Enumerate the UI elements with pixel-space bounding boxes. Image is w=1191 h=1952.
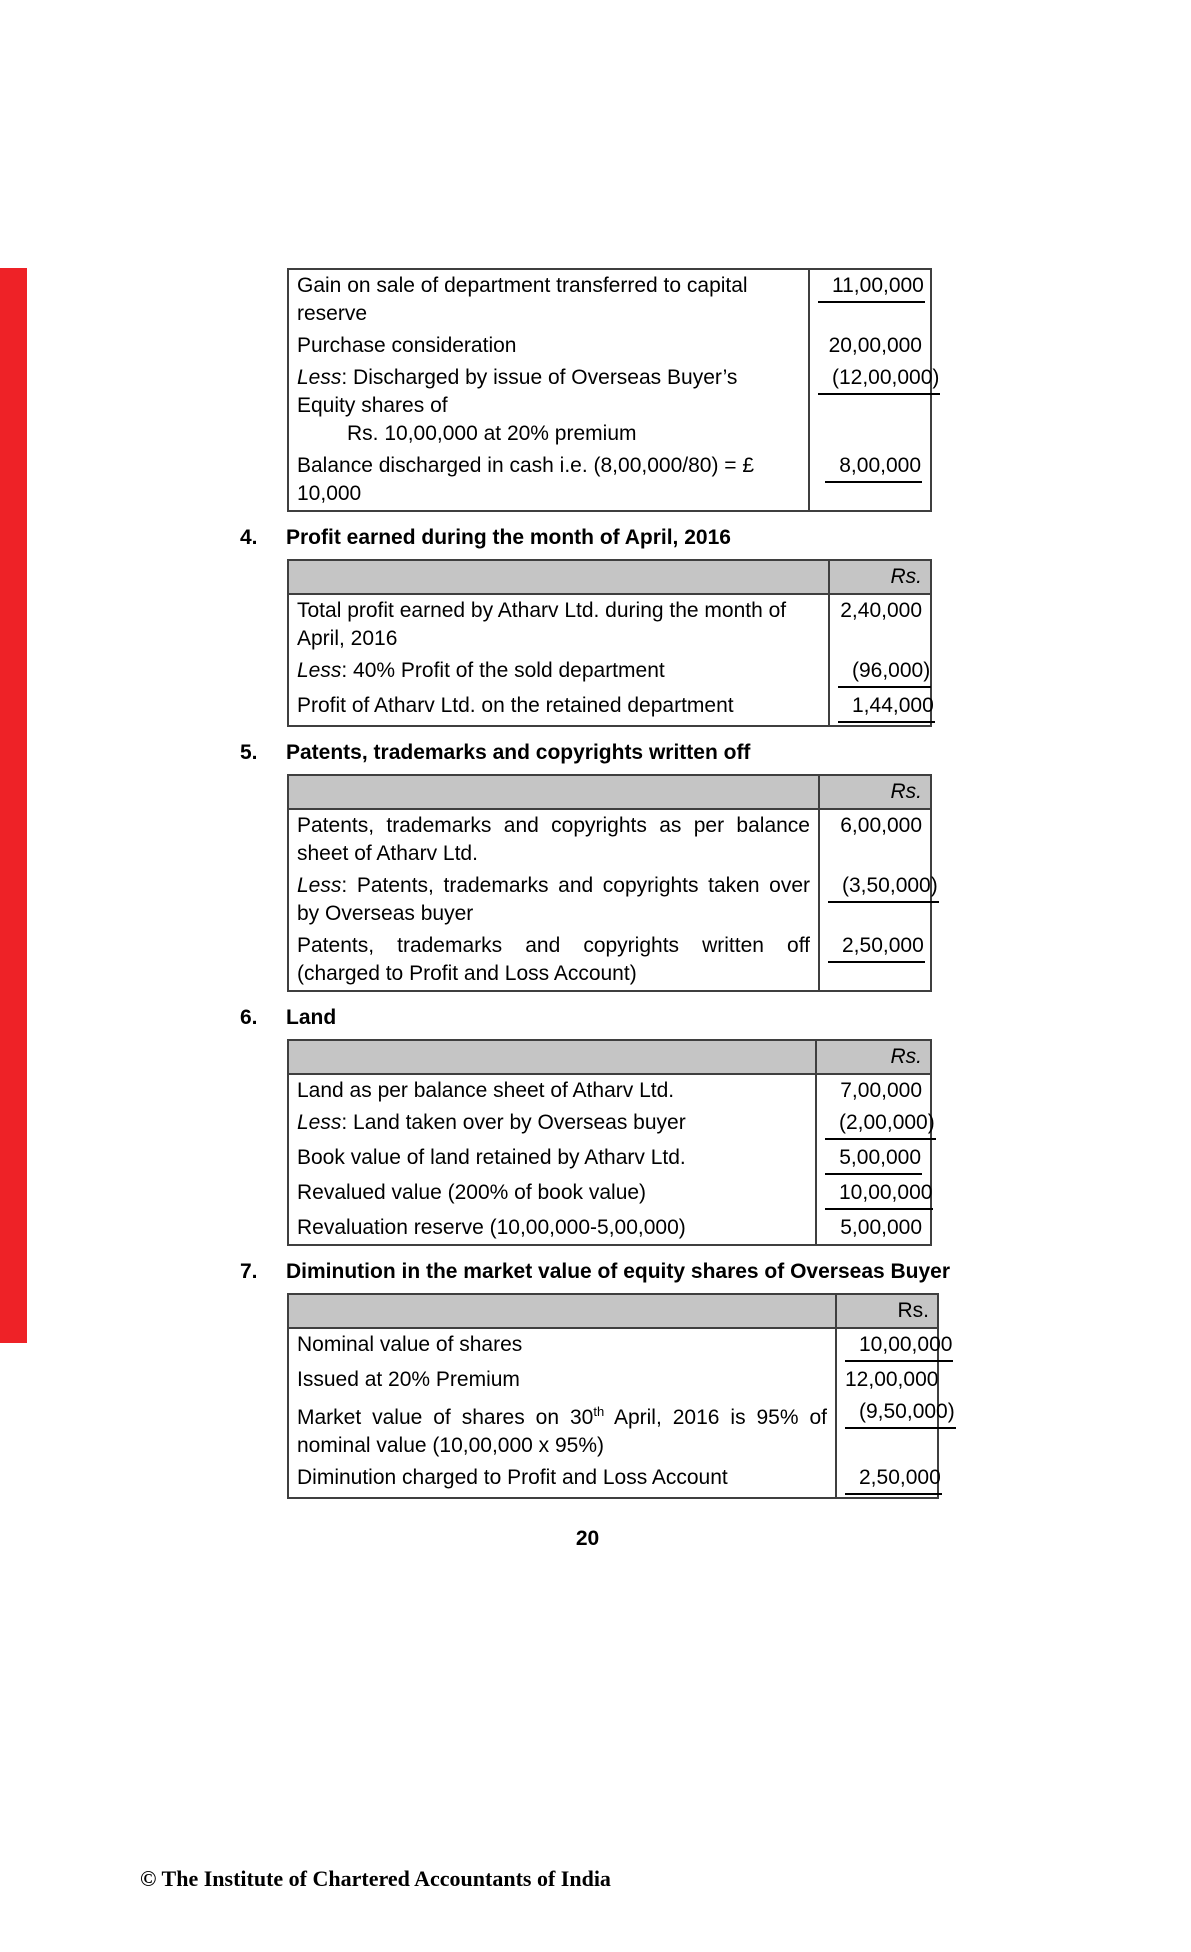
row-amount: 6,00,000 bbox=[840, 814, 922, 837]
table-row bbox=[288, 450, 931, 511]
section-number: 5. bbox=[240, 741, 258, 764]
table-row bbox=[288, 362, 931, 450]
row-description: Profit of Atharv Ltd. on the retained department bbox=[288, 690, 829, 726]
section-title: Diminution in the market value of equity shares of Overseas Buyer bbox=[286, 1260, 951, 1283]
section-title: Land bbox=[286, 1006, 337, 1029]
row-amount: (12,00,000) bbox=[809, 362, 931, 450]
row-description: Land as per balance sheet of Atharv Ltd. bbox=[288, 1074, 816, 1107]
page-number: 20 bbox=[575, 1527, 600, 1550]
row-description: Less: 40% Profit of the sold department bbox=[288, 655, 829, 690]
row-description: Revaluation reserve (10,00,000-5,00,000) bbox=[288, 1212, 816, 1245]
row-description: Book value of land retained by Atharv Ltd. bbox=[288, 1142, 816, 1177]
section-number: 6. bbox=[240, 1006, 258, 1029]
row-amount: (9,50,000) bbox=[836, 1396, 938, 1462]
document-page bbox=[0, 268, 1191, 1952]
section-heading-7 bbox=[240, 1260, 1191, 1284]
row-description: Less: Land taken over by Overseas buyer bbox=[288, 1107, 816, 1142]
row-amount: 5,00,000 bbox=[816, 1142, 931, 1177]
currency-header: Rs. bbox=[816, 1040, 931, 1074]
row-amount: 11,00,000 bbox=[809, 269, 931, 330]
table-row bbox=[288, 1396, 938, 1462]
row-amount: 10,00,000 bbox=[836, 1328, 938, 1364]
row-amount: (3,50,000) bbox=[819, 870, 931, 930]
land-table bbox=[287, 1039, 935, 1246]
row-amount: 2,50,000 bbox=[819, 930, 931, 991]
row-description: Issued at 20% Premium bbox=[288, 1364, 836, 1396]
table-header-row bbox=[288, 1040, 931, 1074]
table-header-row bbox=[288, 1294, 938, 1328]
header-blank-cell bbox=[288, 775, 819, 809]
row-description: Less: Patents, trademarks and copyrights taken over by Overseas buyer bbox=[288, 870, 819, 930]
purchase-consideration-table bbox=[287, 268, 940, 512]
row-description: Nominal value of shares bbox=[288, 1328, 836, 1364]
row-description: Purchase consideration bbox=[288, 330, 809, 362]
row-amount: 10,00,000 bbox=[816, 1177, 931, 1212]
row-amount: 8,00,000 bbox=[809, 450, 931, 511]
section-number: 4. bbox=[240, 526, 258, 549]
row-amount: 5,00,000 bbox=[840, 1216, 922, 1239]
table-row bbox=[288, 690, 931, 726]
currency-header: Rs. bbox=[829, 560, 931, 594]
section-number: 7. bbox=[240, 1260, 258, 1283]
row-amount: 20,00,000 bbox=[828, 334, 922, 357]
table-row bbox=[288, 1177, 931, 1212]
row-amount: (2,00,000) bbox=[816, 1107, 931, 1142]
patents-written-off-table bbox=[287, 774, 938, 992]
table-row bbox=[288, 930, 931, 991]
row-amount: (96,000) bbox=[829, 655, 931, 690]
header-blank-cell bbox=[288, 1294, 836, 1328]
table-row bbox=[288, 330, 931, 362]
row-description: Market value of shares on 30th April, 2016 is 95% of nominal value (10,00,000 x 95%) bbox=[288, 1396, 836, 1462]
section-title: Patents, trademarks and copyrights written off bbox=[286, 741, 751, 764]
table-row bbox=[288, 1074, 931, 1107]
row-amount: 1,44,000 bbox=[829, 690, 931, 726]
row-description: Patents, trademarks and copyrights written off (charged to Profit and Loss Account) bbox=[288, 930, 819, 991]
row-amount: 12,00,000 bbox=[845, 1368, 939, 1391]
table-row bbox=[288, 1107, 931, 1142]
table-row bbox=[288, 870, 931, 930]
table-row bbox=[288, 269, 931, 330]
page-edge-band bbox=[0, 268, 27, 1343]
row-description: Balance discharged in cash i.e. (8,00,000/80) = £ 10,000 bbox=[288, 450, 809, 511]
table-row bbox=[288, 1328, 938, 1364]
diminution-table bbox=[287, 1293, 955, 1499]
section-title: Profit earned during the month of April, 2016 bbox=[286, 526, 731, 549]
table-header-row bbox=[288, 560, 931, 594]
row-description: Patents, trademarks and copyrights as per balance sheet of Atharv Ltd. bbox=[288, 809, 819, 870]
profit-april-table bbox=[287, 559, 932, 727]
row-amount: 2,40,000 bbox=[840, 599, 922, 622]
table-row bbox=[288, 1142, 931, 1177]
header-blank-cell bbox=[288, 560, 829, 594]
row-description: Diminution charged to Profit and Loss Account bbox=[288, 1462, 836, 1498]
row-amount: 7,00,000 bbox=[840, 1079, 922, 1102]
table-header-row bbox=[288, 775, 931, 809]
table-row bbox=[288, 1212, 931, 1245]
row-description: Gain on sale of department transferred to capital reserve bbox=[288, 269, 809, 330]
header-blank-cell bbox=[288, 1040, 816, 1074]
table-row bbox=[288, 1364, 938, 1396]
table-row bbox=[288, 809, 931, 870]
section-heading-6 bbox=[240, 1006, 1191, 1030]
section-heading-5 bbox=[240, 741, 1191, 765]
currency-header: Rs. bbox=[836, 1294, 938, 1328]
table-row bbox=[288, 594, 931, 655]
row-amount: 2,50,000 bbox=[836, 1462, 938, 1498]
section-heading-4 bbox=[240, 526, 1191, 550]
row-description: Less: Discharged by issue of Overseas Buyer’s Equity shares of Rs. 10,00,000 at 20% premium bbox=[288, 362, 809, 450]
currency-header: Rs. bbox=[819, 775, 931, 809]
table-row bbox=[288, 1462, 938, 1498]
row-description: Revalued value (200% of book value) bbox=[288, 1177, 816, 1212]
copyright-footer: © The Institute of Chartered Accountants of India bbox=[140, 1866, 611, 1891]
row-description: Total profit earned by Atharv Ltd. during the month of April, 2016 bbox=[288, 594, 829, 655]
table-row bbox=[288, 655, 931, 690]
